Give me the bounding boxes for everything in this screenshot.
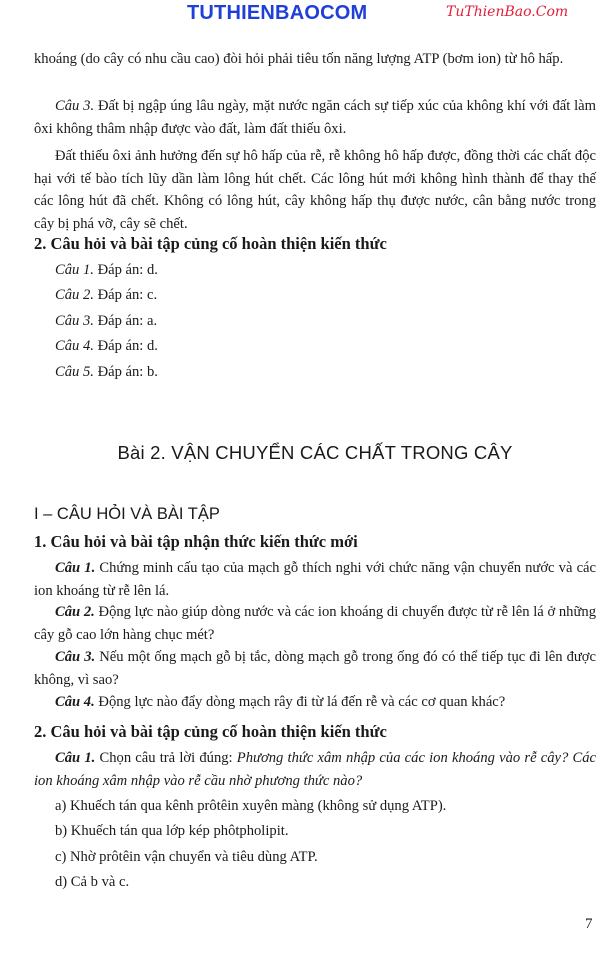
question-item <box>34 747 596 792</box>
question-label: Câu 1. <box>55 750 96 766</box>
question-item <box>34 646 596 691</box>
paragraph-text: Đất bị ngập úng lâu ngày, mặt nước ngăn cách sự tiếp xúc của không khí với đất làm ôxi không thâm nhập được vào đất, làm đất thiếu ôxi. <box>34 98 597 137</box>
section-heading-reinforce: 2. Câu hỏi và bài tập củng cố hoàn thiện kiến thức <box>34 234 387 253</box>
answer-text: Đáp án: d. <box>93 262 158 278</box>
answer-line <box>55 313 157 330</box>
question-text: Động lực nào giúp dòng nước và các ion khoáng di chuyển được từ rễ lên lá ở những cây gỗ cao lớn hàng chục mét? <box>34 604 596 643</box>
section-heading-new-knowledge: 1. Câu hỏi và bài tập nhận thức kiến thức mới <box>34 532 358 551</box>
answer-text: Đáp án: c. <box>93 287 158 303</box>
watermark-right: TuThienBao.Com <box>446 4 569 20</box>
answer-label: Câu 4. <box>55 338 94 354</box>
paragraph-explanation: Đất thiếu ôxi ảnh hưởng đến sự hô hấp của rễ, rễ không hô hấp được, đồng thời các chất độc hại với tế bào tích lũy dần làm lông hút chết. Các lông hút mới không hình thành để thay thế các lông hút đã chết. Không có lông hút, cây không hấp thụ được nước, cân bằng nước trong cây bị phá vỡ, cây sẽ chết. <box>34 148 596 232</box>
answer-line <box>55 262 158 279</box>
page-number: 7 <box>585 916 593 932</box>
watermark-left: TUTHIENBAOCOM <box>187 2 368 24</box>
section-heading-reinforce: 2. Câu hỏi và bài tập củng cố hoàn thiện kiến thức <box>34 722 387 741</box>
answer-line <box>55 287 157 304</box>
answer-text: Đáp án: d. <box>93 338 158 354</box>
question-item <box>34 691 596 714</box>
question-label: Câu 1. <box>55 560 96 576</box>
answer-label: Câu 5. <box>55 364 94 380</box>
answer-label: Câu 1. <box>55 262 94 278</box>
answer-text: Đáp án: a. <box>93 313 158 329</box>
question-item <box>34 601 596 646</box>
question-label: Câu 3. <box>55 98 95 114</box>
answer-label: Câu 2. <box>55 287 94 303</box>
paragraph-continuation: khoáng (do cây có nhu cầu cao) đòi hỏi phải tiêu tốn năng lượng ATP (bơm ion) từ hô hấp. <box>34 51 564 67</box>
option-item: c) Nhờ prôtêin vận chuyển và tiêu dùng ATP. <box>55 849 318 865</box>
answer-text: Đáp án: b. <box>93 364 158 380</box>
question-text: Chọn câu trả lời đúng: <box>95 750 237 766</box>
paragraph-answer-3 <box>34 95 596 140</box>
answer-line <box>55 338 158 355</box>
option-item: a) Khuếch tán qua kênh prôtêin xuyên màng (không sử dụng ATP). <box>55 798 447 814</box>
answer-label: Câu 3. <box>55 313 94 329</box>
question-text: Động lực nào đẩy dòng mạch rây đi từ lá đến rễ và các cơ quan khác? <box>94 694 506 710</box>
question-label: Câu 2. <box>55 604 95 620</box>
option-item: b) Khuếch tán qua lớp kép phôtpholipit. <box>55 823 289 839</box>
question-italic-text: Phương thức xâm nhập của các ion khoáng vào rễ cây? Các ion khoáng xâm nhập vào rễ cầu nhờ phương thức nào? <box>34 750 596 789</box>
lesson-title: Bài 2. VẬN CHUYỂN CÁC CHẤT TRONG CÂY <box>117 442 513 463</box>
option-item: d) Cả b và c. <box>55 874 130 890</box>
answer-line <box>55 364 158 381</box>
part-title: I – CÂU HỎI VÀ BÀI TẬP <box>34 505 220 523</box>
question-label: Câu 4. <box>55 694 95 710</box>
question-label: Câu 3. <box>55 649 96 665</box>
question-item <box>34 557 596 602</box>
question-text: Nếu một ống mạch gỗ bị tắc, dòng mạch gỗ trong ống đó có thể tiếp tục đi lên được không, vì sao? <box>34 649 596 688</box>
question-text: Chứng minh cấu tạo của mạch gỗ thích nghi với chức năng vận chuyển nước và các ion khoáng từ rễ lên lá. <box>34 560 596 599</box>
